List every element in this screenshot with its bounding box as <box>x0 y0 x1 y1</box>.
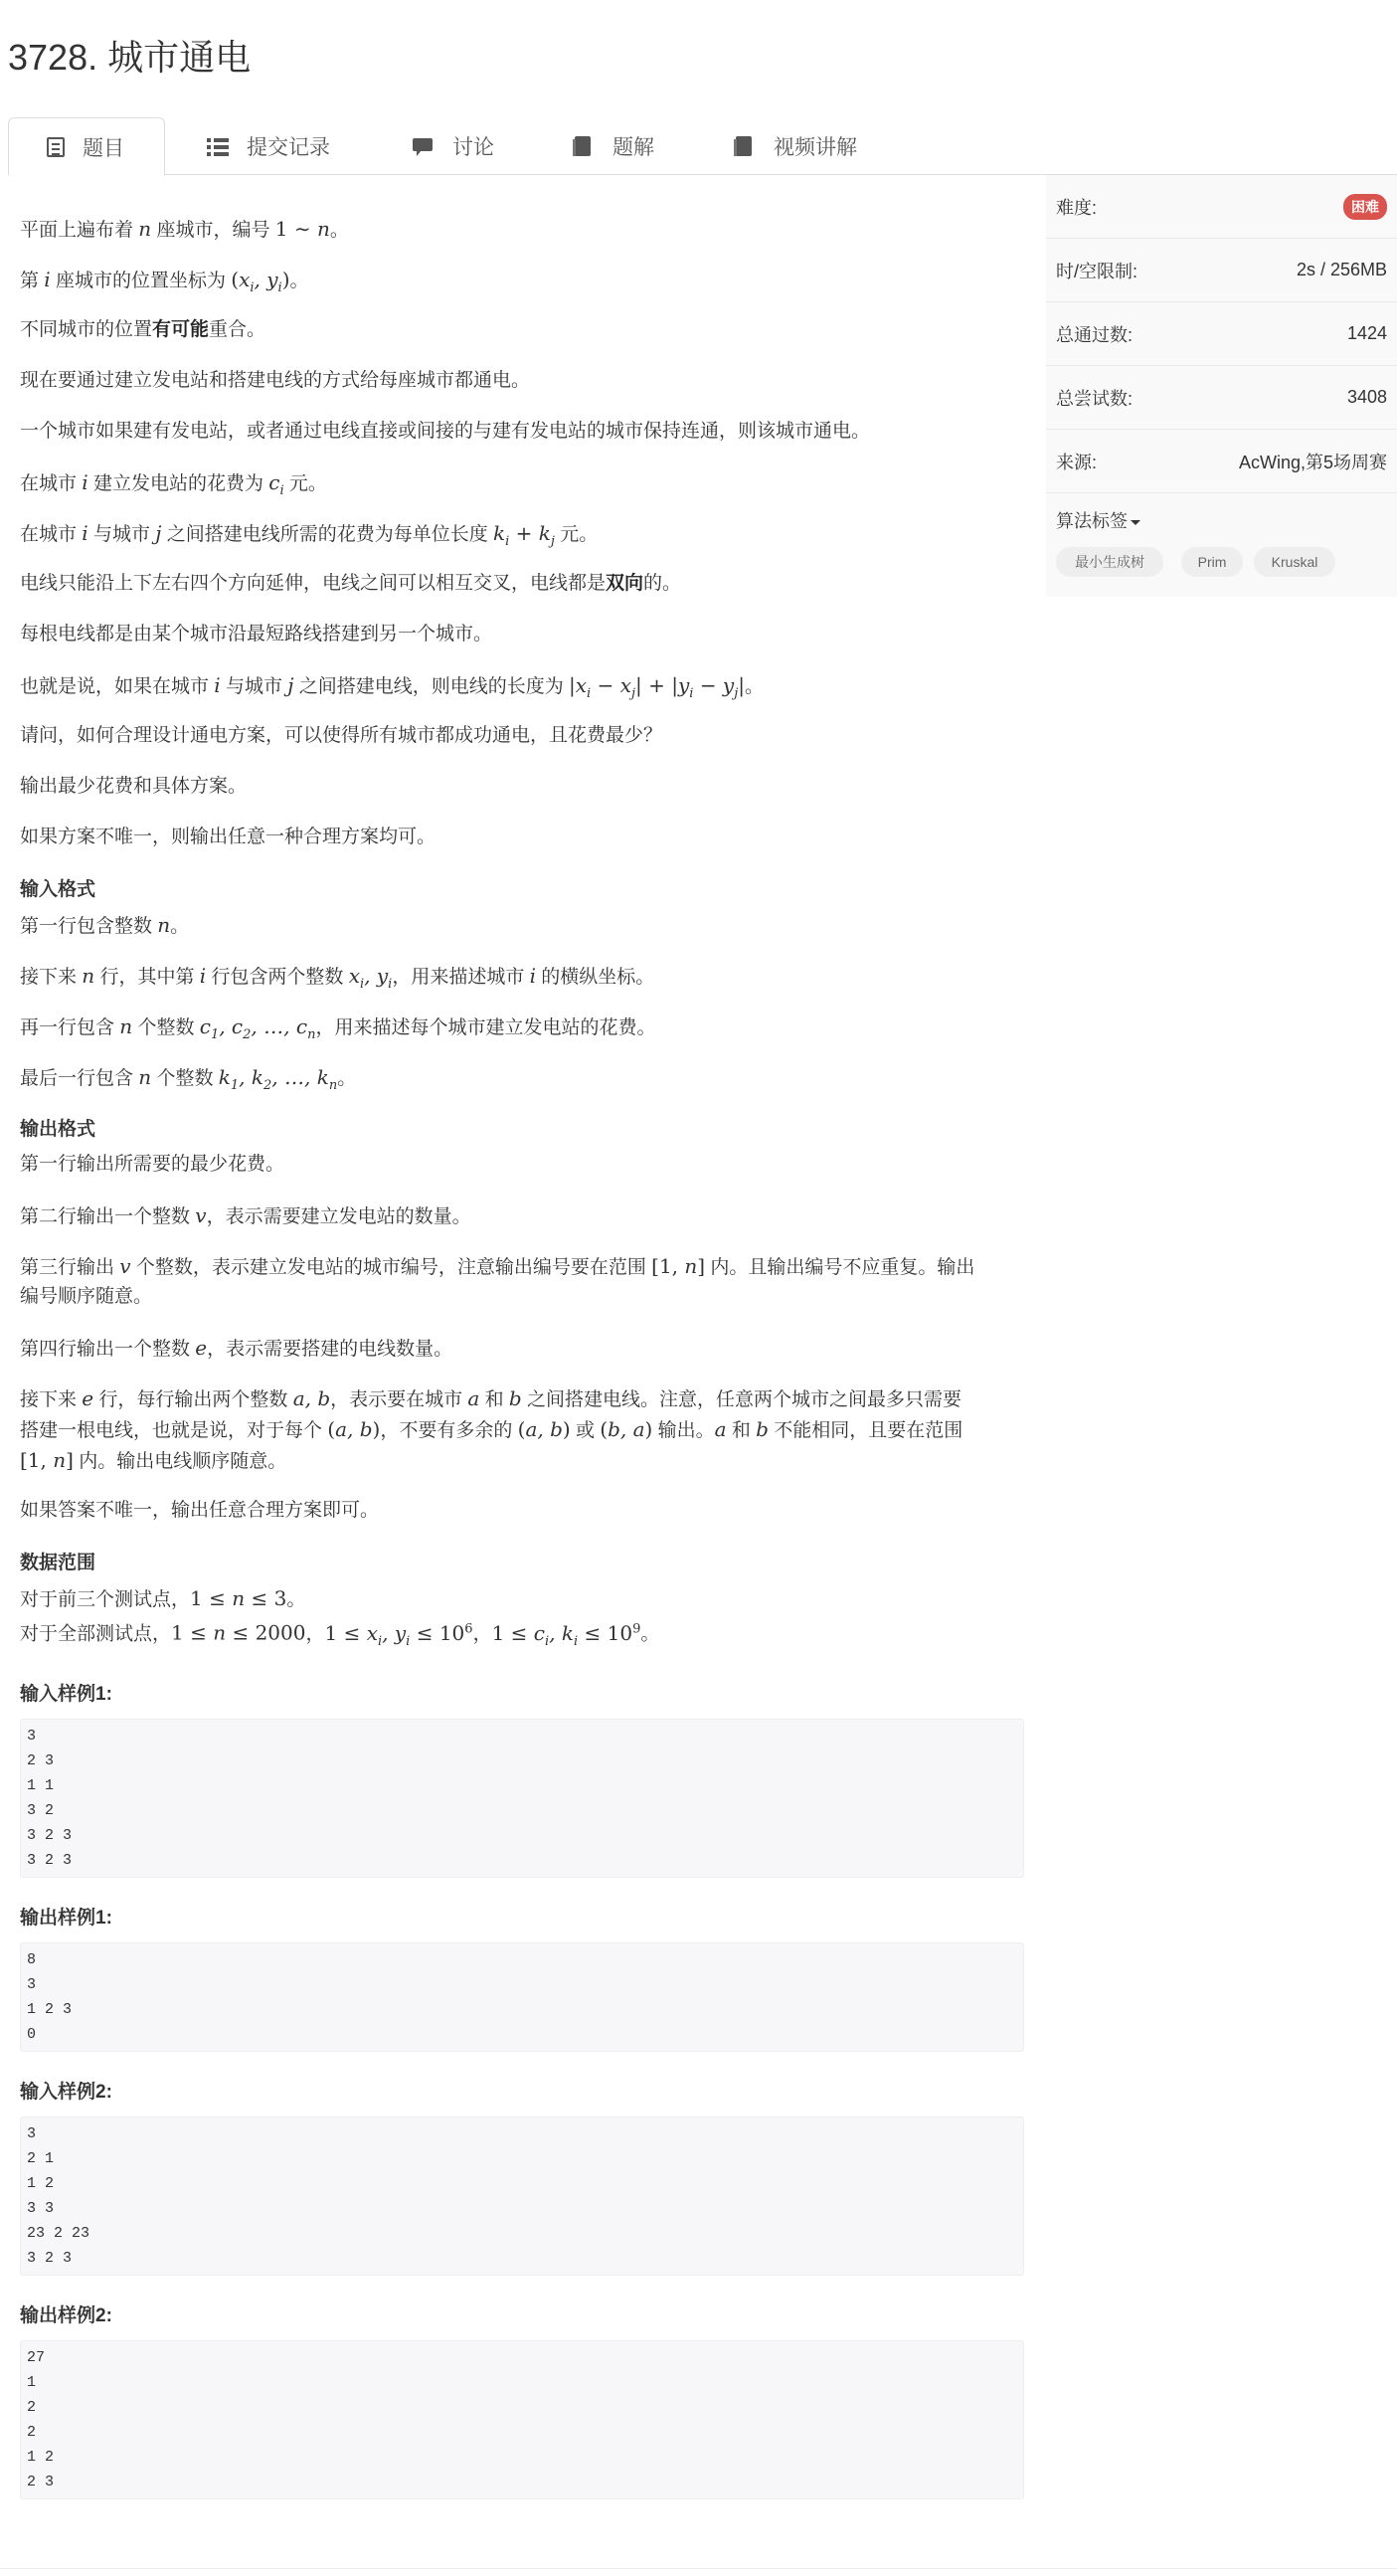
tag-kruskal[interactable]: Kruskal <box>1254 547 1335 577</box>
data-range-line: 对于全部测试点，1 ≤ n ≤ 2000，$1 \le x_i$, $y_i \le 10^6$，$1 \le c_i$, $k_i \le 10^9$。 <box>20 1620 660 1649</box>
sample-output-2[interactable]: 27 1 2 2 1 2 2 3 <box>20 2340 1024 2499</box>
tag-prim[interactable]: Prim <box>1181 547 1243 577</box>
document-icon <box>47 137 65 157</box>
tab-problem[interactable] <box>8 117 165 176</box>
tab-submissions-label: 提交记录 <box>247 136 330 159</box>
sample-output-1-label: 输出样例1: <box>20 1908 112 1929</box>
statement-line: 请问，如何合理设计通电方案，可以使得所有城市都成功通电，且花费最少？ <box>20 725 663 746</box>
statement-line: 输出最少花费和具体方案。 <box>20 776 248 797</box>
input-format-line: 第一行包含整数 n。 <box>20 913 190 937</box>
output-format-heading: 输出格式 <box>20 1119 96 1140</box>
tab-solutions-label: 题解 <box>612 136 654 159</box>
statement-line: 第 i 座城市的位置坐标为 ($x_i$, $y_i$)。 <box>20 268 309 295</box>
tab-video[interactable] <box>734 117 857 175</box>
statement-line: 在城市 i 与城市 j 之间搭建电线所需的花费为每单位长度 $k_i + k_j$ 元。 <box>20 521 599 549</box>
sample-input-2-label: 输入样例2: <box>20 2082 112 2103</box>
sample-output-1[interactable]: 8 3 1 2 3 0 <box>20 1942 1024 2052</box>
page-title: 3728. 城市通电 <box>8 37 252 78</box>
limit-row <box>1046 239 1397 302</box>
output-format-line: 第二行输出一个整数 v，表示需要建立发电站的数量。 <box>20 1203 471 1227</box>
tab-bar <box>8 117 1397 175</box>
sample-input-1-label: 输入样例1: <box>20 1684 112 1705</box>
divider <box>0 2568 1397 2569</box>
statement-line: 平面上遍布着 n 座城市，编号 1 ∼ n。 <box>20 217 349 241</box>
input-format-line: 再一行包含 n 个整数 $c_1$, $c_2$, …, $c_n$，用来描述每个城市建立发电站的花费。 <box>20 1014 656 1042</box>
tab-discussion-label: 讨论 <box>452 136 494 159</box>
chat-icon <box>413 136 435 156</box>
statement-line: 如果方案不唯一，则输出任意一种合理方案均可。 <box>20 827 437 847</box>
output-format-line: 第一行输出所需要的最少花费。 <box>20 1154 285 1175</box>
difficulty-label: 难度: <box>1056 197 1098 218</box>
tab-discussion[interactable] <box>413 117 494 175</box>
tab-submissions[interactable] <box>207 117 330 175</box>
tried-value: 3408 <box>1346 387 1387 407</box>
difficulty-badge: 困难 <box>1343 194 1387 220</box>
source-label: 来源: <box>1056 452 1098 472</box>
book-icon <box>734 136 756 156</box>
sample-input-2[interactable]: 3 2 1 1 2 3 3 23 2 23 3 2 3 <box>20 2116 1024 2276</box>
output-format-line: 第三行输出 v 个整数，表示建立发电站的城市编号，注意输出编号要在范围 [1, n] 内。且输出编号不应重复。输出 <box>20 1254 975 1278</box>
sample-output-2-label: 输出样例2: <box>20 2305 112 2326</box>
passed-row <box>1046 302 1397 366</box>
limit-value: 2s / 256MB <box>1296 260 1387 279</box>
limit-label: 时/空限制: <box>1056 261 1138 281</box>
tags-label: 算法标签 <box>1056 511 1128 531</box>
tags-dropdown[interactable] <box>1056 507 1140 533</box>
tried-row <box>1046 366 1397 430</box>
tab-solutions[interactable] <box>573 117 654 175</box>
output-format-line: 如果答案不唯一，输出任意合理方案即可。 <box>20 1500 380 1521</box>
list-icon <box>207 136 229 156</box>
statement-line: 也就是说，如果在城市 i 与城市 j 之间搭建电线，则电线的长度为 $|x_i - x_j| + |y_i - y_j|$。 <box>20 673 765 701</box>
output-format-line: 编号顺序随意。 <box>20 1286 153 1307</box>
statement-line: 一个城市如果建有发电站，或者通过电线直接或间接的与建有发电站的城市保持连通，则该城市通电。 <box>20 421 871 442</box>
tag-mst[interactable]: 最小生成树 <box>1056 547 1163 577</box>
passed-value: 1424 <box>1346 323 1387 343</box>
book-icon <box>573 136 595 156</box>
statement-line: 现在要通过建立发电站和搭建电线的方式给每座城市都通电。 <box>20 370 531 391</box>
passed-label: 总通过数: <box>1056 324 1134 345</box>
output-format-line: 搭建一根电线，也就是说，对于每个 (a, b)，不要有多余的 (a, b) 或 (b, a) 输出。a 和 b 不能相同，且要在范围 <box>20 1417 963 1441</box>
statement-line: 每根电线都是由某个城市沿最短路线搭建到另一个城市。 <box>20 624 493 644</box>
tried-label: 总尝试数: <box>1056 388 1134 409</box>
statement-line: 电线只能沿上下左右四个方向延伸，电线之间可以相互交叉，电线都是双向的。 <box>20 573 682 594</box>
tab-video-label: 视频讲解 <box>774 136 857 159</box>
difficulty-row <box>1046 175 1397 239</box>
tab-problem-label: 题目 <box>83 136 124 160</box>
input-format-heading: 输入格式 <box>20 879 96 900</box>
sample-input-1[interactable]: 3 2 3 1 1 3 2 3 2 3 3 2 3 <box>20 1719 1024 1878</box>
input-format-line: 接下来 n 行，其中第 i 行包含两个整数 $x_i$, $y_i$，用来描述城市 i 的横纵坐标。 <box>20 964 655 992</box>
data-range-line: 对于前三个测试点，1 ≤ n ≤ 3。 <box>20 1586 306 1610</box>
caret-down-icon <box>1131 520 1140 525</box>
problem-info-sidebar <box>1046 175 1397 597</box>
output-format-line: 第四行输出一个整数 e，表示需要搭建的电线数量。 <box>20 1336 453 1360</box>
statement-line: 不同城市的位置有可能重合。 <box>20 319 266 340</box>
source-value[interactable]: AcWing,第5场周赛 <box>1238 452 1387 472</box>
statement-line: 在城市 i 建立发电站的花费为 $c_i$ 元。 <box>20 470 327 498</box>
output-format-line: 接下来 e 行，每行输出两个整数 a, b，表示要在城市 a 和 b 之间搭建电线。注意，任意两个城市之间最多只需要 <box>20 1386 962 1410</box>
input-format-line: 最后一行包含 n 个整数 $k_1$, $k_2$, …, $k_n$。 <box>20 1065 357 1093</box>
output-format-line: [1, n] 内。输出电线顺序随意。 <box>20 1448 287 1472</box>
source-row <box>1046 430 1397 493</box>
data-range-heading: 数据范围 <box>20 1553 96 1573</box>
